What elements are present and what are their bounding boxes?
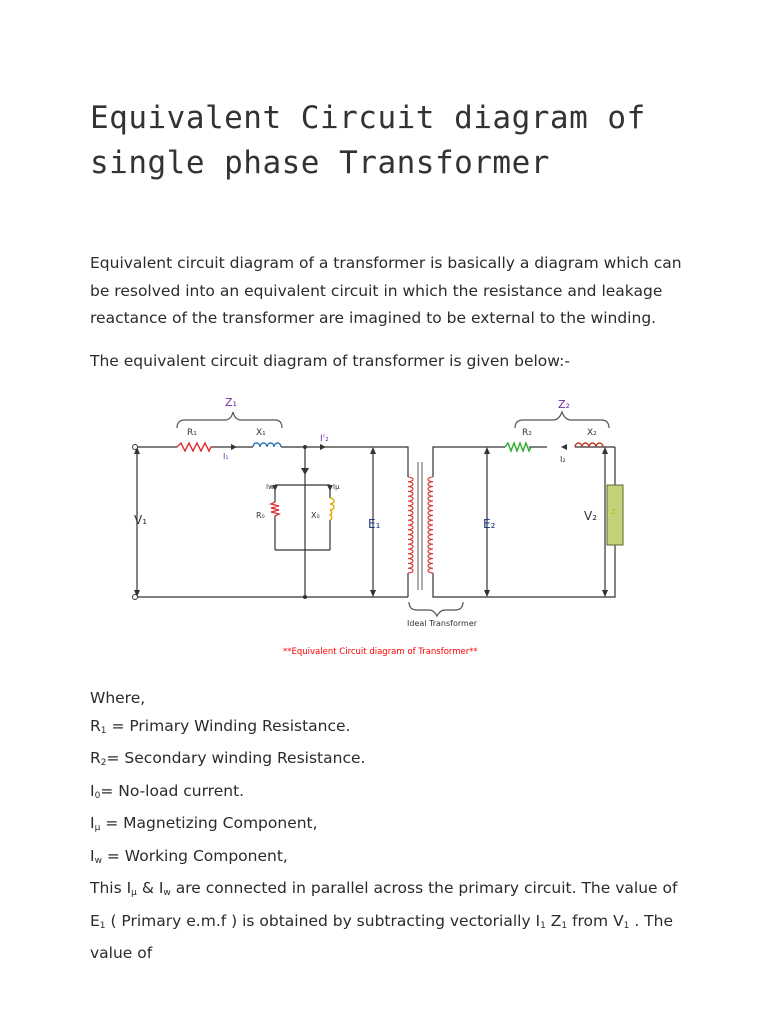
diagram-caption: **Equivalent Circuit diagram of Transformer** — [283, 647, 478, 657]
r1-resistor — [177, 443, 213, 451]
definitions-section — [90, 685, 690, 968]
lead-paragraph: The equivalent circuit diagram of transformer is given below:- — [90, 352, 570, 370]
imu-label: Iμ — [333, 483, 340, 491]
r0-resistor — [271, 502, 279, 516]
primary-bottom-terminal — [133, 595, 138, 600]
x0-inductor — [330, 498, 334, 520]
def-r1: $R_1$ = Primary Winding Resistance. — [90, 716, 351, 736]
iw-label: Iw — [266, 483, 274, 491]
x1-inductor — [253, 443, 281, 447]
z1-brace — [177, 412, 282, 428]
x2-label: X₂ — [587, 428, 597, 438]
ideal-transformer-label: Ideal Transformer — [407, 619, 478, 628]
x2-inductor — [575, 443, 603, 447]
i1-label: I₁ — [223, 452, 229, 461]
i2-label: I₂ — [560, 455, 566, 464]
where-heading: Where, — [90, 689, 146, 707]
r1-label: R₁ — [187, 428, 197, 438]
v1-label: V₁ — [134, 513, 148, 527]
primary-winding — [408, 477, 413, 573]
e1-label: E₁ — [368, 517, 381, 531]
r0-label: R₀ — [256, 511, 265, 520]
def-r2: $R_2=$ Secondary winding Resistance. — [90, 749, 366, 768]
intro-paragraph: Equivalent circuit diagram of a transformer is basically a diagram which can be resolved into an equivalent circuit in which the resistance and leakage reactance of the transformer are imagined to be external to the winding. — [90, 254, 682, 327]
load-label: Z — [611, 508, 616, 516]
i-prime-2-label: I'₂ — [320, 434, 329, 444]
def-i0: $I_0=$ No-load current. — [90, 781, 245, 801]
page-title: Equivalent Circuit diagram of single phase Transformer — [90, 100, 646, 181]
def-imu: $I_\mu$ = Magnetizing Component, — [90, 814, 318, 833]
ideal-brace — [409, 602, 463, 616]
z1-label: Z₁ — [225, 396, 237, 409]
explanation-paragraph: This $I_\mu$ & $I_w$ are connected in parallel across the primary circuit. The value of $E_1$ ( Primary e.m.f ) is obtained by subtracting vectorially $I_1$ $Z_1$ from $V_1$ . The value of — [90, 879, 678, 962]
x0-label: X₀ — [311, 511, 320, 520]
e2-label: E₂ — [483, 517, 496, 531]
primary-top-terminal — [133, 445, 138, 450]
equivalent-circuit-diagram — [125, 390, 645, 660]
v2-label: V₂ — [584, 509, 598, 523]
z2-label: Z₂ — [558, 398, 570, 411]
transformer-core — [418, 462, 422, 590]
def-iw: $I_w$ = Working Component, — [90, 846, 288, 866]
r2-resistor — [505, 443, 531, 451]
x1-label: X₁ — [256, 428, 266, 438]
secondary-winding — [428, 477, 433, 573]
z2-brace — [515, 412, 609, 428]
r2-label: R₂ — [522, 428, 532, 438]
